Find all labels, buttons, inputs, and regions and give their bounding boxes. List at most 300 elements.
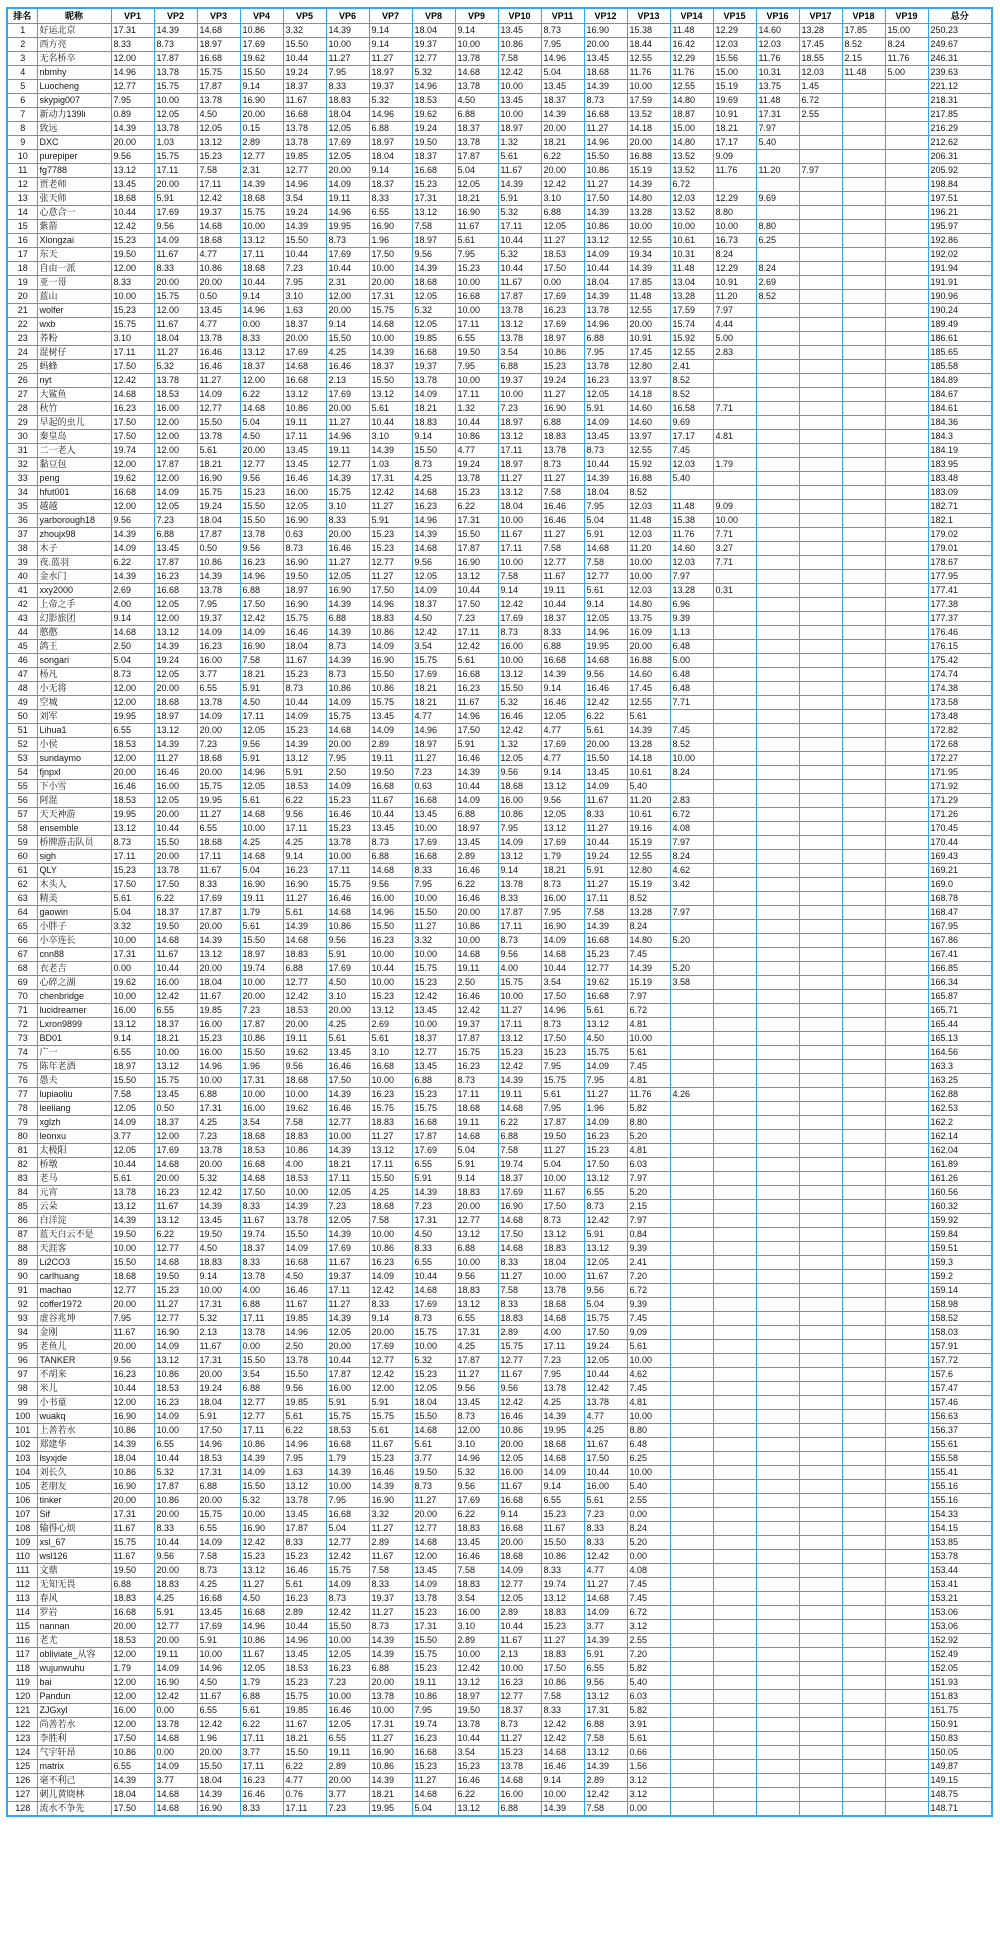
vp-cell: 16.46: [197, 360, 240, 374]
vp-cell: 10.00: [498, 388, 541, 402]
vp-cell: 10.86: [240, 1032, 283, 1046]
nickname-cell: 蚂蜂: [37, 360, 111, 374]
vp-cell: 18.68: [154, 696, 197, 710]
vp-cell: [885, 1410, 928, 1424]
vp-cell: [670, 1760, 713, 1774]
table-row: [7, 346, 992, 360]
vp-cell: 3.91: [627, 1718, 670, 1732]
vp-cell: 16.90: [240, 640, 283, 654]
vp-cell: 3.54: [498, 346, 541, 360]
vp-cell: 1.79: [240, 1676, 283, 1690]
vp-cell: 17.87: [498, 906, 541, 920]
vp-cell: [756, 206, 799, 220]
table-row: [7, 794, 992, 808]
vp-cell: 6.55: [197, 1522, 240, 1536]
vp-cell: 13.12: [541, 780, 584, 794]
vp-cell: 14.39: [584, 1760, 627, 1774]
vp-cell: [756, 1592, 799, 1606]
rank-cell: 53: [7, 752, 37, 766]
vp-cell: 13.12: [584, 1172, 627, 1186]
column-header-vp14: VP14: [670, 8, 713, 24]
vp-cell: 7.58: [584, 1802, 627, 1817]
vp-cell: 13.45: [197, 1214, 240, 1228]
vp-cell: 10.44: [283, 1620, 326, 1634]
vp-cell: 17.87: [283, 1522, 326, 1536]
vp-cell: 15.23: [584, 1144, 627, 1158]
rank-cell: 64: [7, 906, 37, 920]
vp-cell: 16.46: [283, 1284, 326, 1298]
vp-cell: 16.00: [154, 976, 197, 990]
vp-cell: 10.31: [670, 248, 713, 262]
vp-cell: 10.00: [627, 1354, 670, 1368]
vp-cell: 10.44: [541, 962, 584, 976]
vp-cell: 8.33: [369, 1298, 412, 1312]
vp-cell: 11.27: [369, 1606, 412, 1620]
vp-cell: 19.50: [283, 570, 326, 584]
vp-cell: 5.61: [412, 1438, 455, 1452]
vp-cell: 17.69: [541, 836, 584, 850]
vp-cell: 15.23: [455, 1760, 498, 1774]
vp-cell: 18.97: [197, 38, 240, 52]
total-cell: 151.75: [928, 1704, 992, 1718]
vp-cell: 6.88: [111, 1578, 154, 1592]
vp-cell: 14.68: [455, 1130, 498, 1144]
vp-cell: 12.77: [412, 1522, 455, 1536]
vp-cell: 16.68: [326, 1508, 369, 1522]
vp-cell: 13.78: [455, 80, 498, 94]
nickname-cell: 罗岩: [37, 1606, 111, 1620]
vp-cell: 13.12: [455, 1676, 498, 1690]
nickname-cell: chenbridge: [37, 990, 111, 1004]
vp-cell: 12.00: [111, 500, 154, 514]
vp-cell: 8.73: [584, 444, 627, 458]
vp-cell: 20.00: [197, 1494, 240, 1508]
rank-cell: 119: [7, 1676, 37, 1690]
vp-cell: 16.23: [498, 1676, 541, 1690]
vp-cell: 5.04: [240, 416, 283, 430]
vp-cell: [670, 1354, 713, 1368]
vp-cell: 5.61: [627, 1340, 670, 1354]
nickname-cell: 小侯: [37, 738, 111, 752]
vp-cell: 12.42: [412, 990, 455, 1004]
table-row: [7, 444, 992, 458]
vp-cell: 11.67: [369, 1438, 412, 1452]
vp-cell: 14.39: [412, 262, 455, 276]
vp-cell: 18.53: [154, 388, 197, 402]
table-row: [7, 1746, 992, 1760]
vp-cell: 5.61: [240, 794, 283, 808]
total-cell: 159.14: [928, 1284, 992, 1298]
vp-cell: 8.33: [283, 1536, 326, 1550]
vp-cell: [713, 1788, 756, 1802]
vp-cell: 16.23: [541, 304, 584, 318]
vp-cell: [885, 1060, 928, 1074]
vp-cell: 18.68: [111, 1270, 154, 1284]
vp-cell: [756, 1746, 799, 1760]
table-row: [7, 1466, 992, 1480]
vp-cell: 19.11: [541, 584, 584, 598]
vp-cell: 13.12: [283, 752, 326, 766]
vp-cell: [885, 1508, 928, 1522]
vp-cell: 12.42: [584, 1788, 627, 1802]
vp-cell: 5.61: [541, 1088, 584, 1102]
table-row: [7, 668, 992, 682]
vp-cell: 13.12: [240, 346, 283, 360]
vp-cell: 4.77: [197, 248, 240, 262]
vp-cell: 18.97: [455, 822, 498, 836]
vp-cell: 18.83: [369, 612, 412, 626]
vp-cell: 7.95: [283, 1452, 326, 1466]
vp-cell: [756, 822, 799, 836]
vp-cell: [756, 682, 799, 696]
vp-cell: 14.80: [627, 598, 670, 612]
vp-cell: 12.42: [369, 486, 412, 500]
vp-cell: 20.00: [154, 1172, 197, 1186]
vp-cell: 18.37: [240, 360, 283, 374]
vp-cell: [842, 1172, 885, 1186]
vp-cell: 15.23: [326, 794, 369, 808]
vp-cell: 15.50: [326, 1620, 369, 1634]
rank-cell: 55: [7, 780, 37, 794]
vp-cell: 7.97: [670, 570, 713, 584]
vp-cell: 9.56: [111, 1354, 154, 1368]
vp-cell: 11.48: [627, 514, 670, 528]
vp-cell: 16.46: [498, 710, 541, 724]
vp-cell: [885, 1354, 928, 1368]
total-cell: 172.82: [928, 724, 992, 738]
vp-cell: 7.95: [455, 248, 498, 262]
rank-cell: 78: [7, 1102, 37, 1116]
vp-cell: 11.67: [154, 1200, 197, 1214]
vp-cell: 13.12: [154, 724, 197, 738]
vp-cell: 12.05: [326, 1186, 369, 1200]
vp-cell: 11.27: [584, 878, 627, 892]
vp-cell: 15.23: [584, 948, 627, 962]
vp-cell: 16.90: [498, 1200, 541, 1214]
vp-cell: [842, 850, 885, 864]
vp-cell: 16.00: [498, 794, 541, 808]
vp-cell: 9.14: [111, 1032, 154, 1046]
rank-cell: 6: [7, 94, 37, 108]
vp-cell: 14.09: [197, 1536, 240, 1550]
vp-cell: 19.37: [412, 38, 455, 52]
vp-cell: [756, 864, 799, 878]
vp-cell: 12.03: [670, 556, 713, 570]
vp-cell: 17.11: [584, 892, 627, 906]
vp-cell: [670, 1424, 713, 1438]
vp-cell: 19.74: [240, 1228, 283, 1242]
vp-cell: [799, 598, 842, 612]
total-cell: 177.38: [928, 598, 992, 612]
vp-cell: 10.00: [627, 1466, 670, 1480]
vp-cell: 16.00: [197, 654, 240, 668]
vp-cell: 5.82: [627, 1102, 670, 1116]
vp-cell: 15.23: [369, 990, 412, 1004]
vp-cell: 8.33: [541, 1564, 584, 1578]
vp-cell: 18.21: [412, 696, 455, 710]
vp-cell: 20.00: [369, 1326, 412, 1340]
vp-cell: 16.00: [154, 402, 197, 416]
vp-cell: 7.23: [283, 262, 326, 276]
vp-cell: 11.20: [713, 290, 756, 304]
vp-cell: 6.88: [240, 1382, 283, 1396]
vp-cell: 5.61: [240, 1704, 283, 1718]
vp-cell: 10.44: [111, 1382, 154, 1396]
vp-cell: [713, 920, 756, 934]
vp-cell: 17.69: [369, 1340, 412, 1354]
vp-cell: [713, 864, 756, 878]
vp-cell: 10.00: [627, 220, 670, 234]
vp-cell: 3.54: [455, 1746, 498, 1760]
vp-cell: 11.76: [885, 52, 928, 66]
vp-cell: 14.68: [111, 388, 154, 402]
vp-cell: 6.22: [584, 710, 627, 724]
vp-cell: 0.31: [713, 584, 756, 598]
nickname-cell: xsl_67: [37, 1536, 111, 1550]
vp-cell: [670, 780, 713, 794]
vp-cell: [885, 262, 928, 276]
vp-cell: 14.96: [283, 178, 326, 192]
vp-cell: 8.73: [455, 1074, 498, 1088]
vp-cell: 18.53: [154, 1382, 197, 1396]
table-row: [7, 1606, 992, 1620]
total-cell: 149.15: [928, 1774, 992, 1788]
vp-cell: 9.09: [713, 500, 756, 514]
vp-cell: [885, 486, 928, 500]
rank-cell: 36: [7, 514, 37, 528]
vp-cell: [885, 1004, 928, 1018]
vp-cell: [756, 962, 799, 976]
vp-cell: [799, 962, 842, 976]
vp-cell: 12.05: [498, 1592, 541, 1606]
vp-cell: 7.95: [584, 1074, 627, 1088]
vp-cell: [799, 1200, 842, 1214]
nickname-cell: lupiaoliu: [37, 1088, 111, 1102]
vp-cell: 13.45: [283, 458, 326, 472]
vp-cell: 16.00: [584, 1480, 627, 1494]
vp-cell: 13.45: [197, 304, 240, 318]
vp-cell: 19.74: [111, 444, 154, 458]
vp-cell: 16.58: [670, 402, 713, 416]
vp-cell: 5.00: [670, 654, 713, 668]
vp-cell: 14.68: [541, 1746, 584, 1760]
vp-cell: 17.50: [240, 598, 283, 612]
vp-cell: [713, 1032, 756, 1046]
vp-cell: [799, 1144, 842, 1158]
vp-cell: 14.09: [326, 780, 369, 794]
vp-cell: [670, 1284, 713, 1298]
vp-cell: [885, 122, 928, 136]
table-row: [7, 1046, 992, 1060]
rank-cell: 102: [7, 1438, 37, 1452]
vp-cell: 15.75: [584, 1312, 627, 1326]
vp-cell: 16.00: [498, 1788, 541, 1802]
vp-cell: 7.95: [326, 1494, 369, 1508]
vp-cell: 14.09: [240, 626, 283, 640]
vp-cell: 10.00: [240, 1508, 283, 1522]
nickname-cell: wsl126: [37, 1550, 111, 1564]
vp-cell: [756, 318, 799, 332]
vp-cell: 15.50: [369, 920, 412, 934]
vp-cell: 20.00: [369, 276, 412, 290]
vp-cell: 7.95: [584, 346, 627, 360]
rank-cell: 7: [7, 108, 37, 122]
rank-cell: 76: [7, 1074, 37, 1088]
vp-cell: 13.78: [283, 1494, 326, 1508]
vp-cell: 10.00: [111, 1242, 154, 1256]
vp-cell: 14.18: [627, 752, 670, 766]
vp-cell: 16.46: [455, 990, 498, 1004]
total-cell: 182.71: [928, 500, 992, 514]
vp-cell: [756, 920, 799, 934]
total-cell: 249.67: [928, 38, 992, 52]
vp-cell: [713, 486, 756, 500]
total-cell: 160.56: [928, 1186, 992, 1200]
vp-cell: 7.58: [498, 1284, 541, 1298]
vp-cell: 9.14: [240, 290, 283, 304]
vp-cell: 15.50: [326, 332, 369, 346]
total-cell: 184.61: [928, 402, 992, 416]
vp-cell: 14.96: [283, 1326, 326, 1340]
vp-cell: 17.69: [412, 836, 455, 850]
vp-cell: 6.88: [541, 206, 584, 220]
total-cell: 165.87: [928, 990, 992, 1004]
vp-cell: [713, 1298, 756, 1312]
vp-cell: 13.28: [799, 24, 842, 38]
nickname-cell: 天涯客: [37, 1242, 111, 1256]
vp-cell: 16.90: [369, 1746, 412, 1760]
vp-cell: 10.00: [197, 1648, 240, 1662]
vp-cell: [799, 206, 842, 220]
vp-cell: [842, 766, 885, 780]
total-cell: 152.49: [928, 1648, 992, 1662]
vp-cell: 7.45: [670, 724, 713, 738]
nickname-cell: 李胜利: [37, 1732, 111, 1746]
vp-cell: 12.42: [455, 1004, 498, 1018]
total-cell: 157.6: [928, 1368, 992, 1382]
vp-cell: 4.62: [670, 864, 713, 878]
vp-cell: 17.87: [498, 290, 541, 304]
vp-cell: [756, 1298, 799, 1312]
vp-cell: 16.68: [240, 1606, 283, 1620]
vp-cell: [713, 1396, 756, 1410]
nickname-cell: 尚善若水: [37, 1718, 111, 1732]
total-cell: 184.67: [928, 388, 992, 402]
vp-cell: 20.00: [584, 38, 627, 52]
vp-cell: 3.77: [240, 1746, 283, 1760]
vp-cell: 8.73: [541, 1214, 584, 1228]
total-cell: 156.63: [928, 1410, 992, 1424]
vp-cell: 12.05: [283, 500, 326, 514]
vp-cell: 14.96: [111, 66, 154, 80]
vp-cell: 6.55: [584, 1186, 627, 1200]
vp-cell: [713, 612, 756, 626]
vp-cell: [799, 906, 842, 920]
vp-cell: [885, 164, 928, 178]
vp-cell: [756, 1270, 799, 1284]
vp-cell: 17.50: [455, 724, 498, 738]
vp-cell: 12.77: [369, 1354, 412, 1368]
table-row: [7, 192, 992, 206]
rank-cell: 37: [7, 528, 37, 542]
vp-cell: 12.77: [455, 1214, 498, 1228]
vp-cell: 20.00: [197, 724, 240, 738]
rank-cell: 113: [7, 1592, 37, 1606]
vp-cell: [799, 1452, 842, 1466]
vp-cell: [756, 248, 799, 262]
vp-cell: 12.55: [670, 80, 713, 94]
vp-cell: [670, 1718, 713, 1732]
table-row: [7, 710, 992, 724]
vp-cell: 10.86: [498, 38, 541, 52]
vp-cell: [842, 1690, 885, 1704]
vp-cell: 11.67: [541, 1186, 584, 1200]
vp-cell: 17.69: [240, 38, 283, 52]
table-row: [7, 724, 992, 738]
vp-cell: 16.23: [111, 402, 154, 416]
vp-cell: 2.69: [756, 276, 799, 290]
vp-cell: 18.21: [240, 668, 283, 682]
vp-cell: [756, 1284, 799, 1298]
vp-cell: 9.39: [627, 1242, 670, 1256]
vp-cell: 10.44: [283, 52, 326, 66]
vp-cell: [756, 1676, 799, 1690]
vp-cell: 14.39: [326, 1144, 369, 1158]
total-cell: 196.21: [928, 206, 992, 220]
vp-cell: 19.37: [197, 206, 240, 220]
vp-cell: [842, 1676, 885, 1690]
vp-cell: 16.68: [412, 164, 455, 178]
vp-cell: [670, 1592, 713, 1606]
vp-cell: 20.00: [154, 1634, 197, 1648]
total-cell: 152.92: [928, 1634, 992, 1648]
vp-cell: 2.55: [799, 108, 842, 122]
vp-cell: 11.27: [412, 1494, 455, 1508]
vp-cell: 18.83: [455, 1522, 498, 1536]
table-row: [7, 1564, 992, 1578]
vp-cell: [756, 542, 799, 556]
nickname-cell: DXC: [37, 136, 111, 150]
vp-cell: 14.39: [369, 444, 412, 458]
vp-cell: [885, 192, 928, 206]
vp-cell: 14.96: [240, 1620, 283, 1634]
vp-cell: [842, 682, 885, 696]
vp-cell: 19.37: [326, 1270, 369, 1284]
vp-cell: [799, 850, 842, 864]
table-body: [7, 24, 992, 1817]
vp-cell: 11.27: [541, 388, 584, 402]
vp-cell: 13.45: [283, 444, 326, 458]
vp-cell: 15.50: [412, 1634, 455, 1648]
vp-cell: 19.11: [240, 892, 283, 906]
vp-cell: 9.14: [541, 1480, 584, 1494]
vp-cell: 0.00: [111, 962, 154, 976]
vp-cell: 9.56: [541, 794, 584, 808]
vp-cell: 18.83: [369, 1116, 412, 1130]
nickname-cell: 输得心烦: [37, 1522, 111, 1536]
table-row: [7, 1578, 992, 1592]
nickname-cell: 蓝山: [37, 290, 111, 304]
vp-cell: [670, 1606, 713, 1620]
vp-cell: 20.00: [111, 1340, 154, 1354]
vp-cell: 16.46: [326, 808, 369, 822]
vp-cell: [713, 1074, 756, 1088]
column-header-vp19: VP19: [885, 8, 928, 24]
vp-cell: 16.68: [369, 780, 412, 794]
vp-cell: 10.00: [369, 948, 412, 962]
vp-cell: [756, 934, 799, 948]
vp-cell: 8.24: [627, 1522, 670, 1536]
